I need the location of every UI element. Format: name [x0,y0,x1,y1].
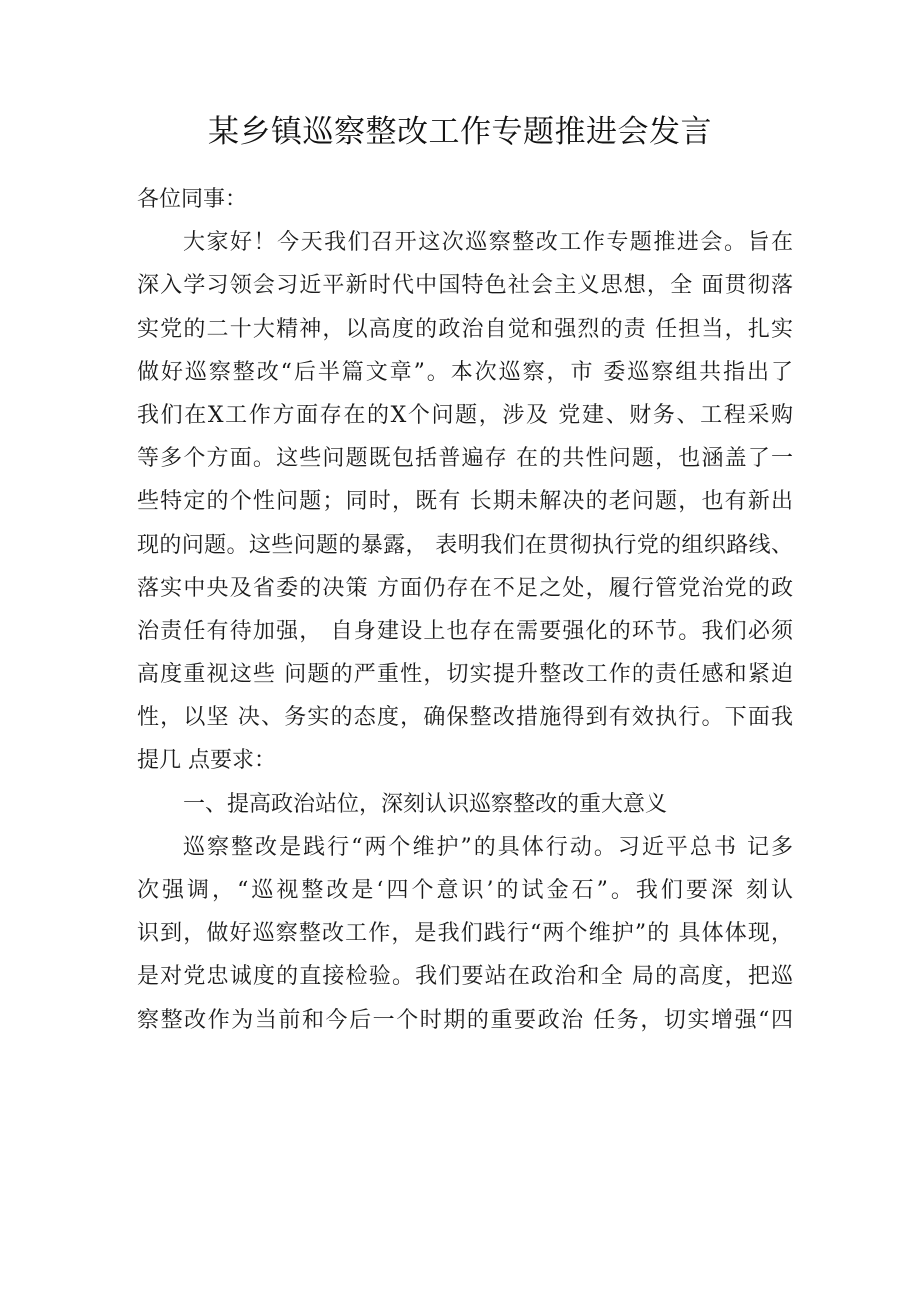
body-line: 些特定的个性问题；同时，既有 长期未解决的老问题，也有新出 [137,489,793,515]
body-lines [137,221,793,1042]
salutation: 各位同事： [137,187,248,212]
body-line: 实党的二十大精神，以高度的政治自觉和强烈的责 任担当，扎实 [137,316,793,342]
body-line: 性，以坚 决、务实的态度，确保整改措施得到有效执行。下面我 [137,705,793,731]
body-line: 治责任有待加强， 自身建设上也存在需要强化的环节。我们必须 [137,618,793,644]
body-line: 一、提高政治站位，深刻认识巡察整改的重大意义 [183,791,668,817]
body-line: 是对党忠诚度的直接检验。我们要站在政治和全 局的高度，把巡 [137,964,793,990]
body-line: 深入学习领会习近平新时代中国特色社会主义思想，全 面贯彻落 [137,273,793,299]
body-line: 提几 点要求： [137,748,276,774]
body-line: 次强调，“巡视整改是‘四个意识’的试金石”。我们要深 刻认 [137,878,793,903]
body-line: 做好巡察整改“后半篇文章”。本次巡察，市 委巡察组共指出了 [137,359,793,385]
body-line: 等多个方面。这些问题既包括普遍存 在的共性问题，也涵盖了一 [137,446,793,472]
body-line: 现的问题。这些问题的暴露， 表明我们在贯彻执行党的组织路线、 [137,532,793,558]
body-line: 察整改作为当前和今后一个时期的重要政治 任务，切实增强“四 [137,1007,793,1033]
document-title: 某乡镇巡察整改工作专题推进会发言 [208,114,712,150]
body-line: 高度重视这些 问题的严重性，切实提升整改工作的责任感和紧迫 [137,662,793,688]
body-line: 大家好！今天我们召开这次巡察整改工作专题推进会。旨在 [183,230,793,256]
body-line: 落实中央及省委的决策 方面仍存在不足之处，履行管党治党的政 [137,575,793,601]
body-line: 我们在X工作方面存在的X个问题，涉及 党建、财务、工程采购 [137,402,793,428]
body-line: 巡察整改是践行“两个维护”的具体行动。习近平总书 记多 [183,834,793,860]
body-line: 识到，做好巡察整改工作，是我们践行“两个维护”的 具体体现， [137,921,793,947]
document-body [137,178,793,1042]
